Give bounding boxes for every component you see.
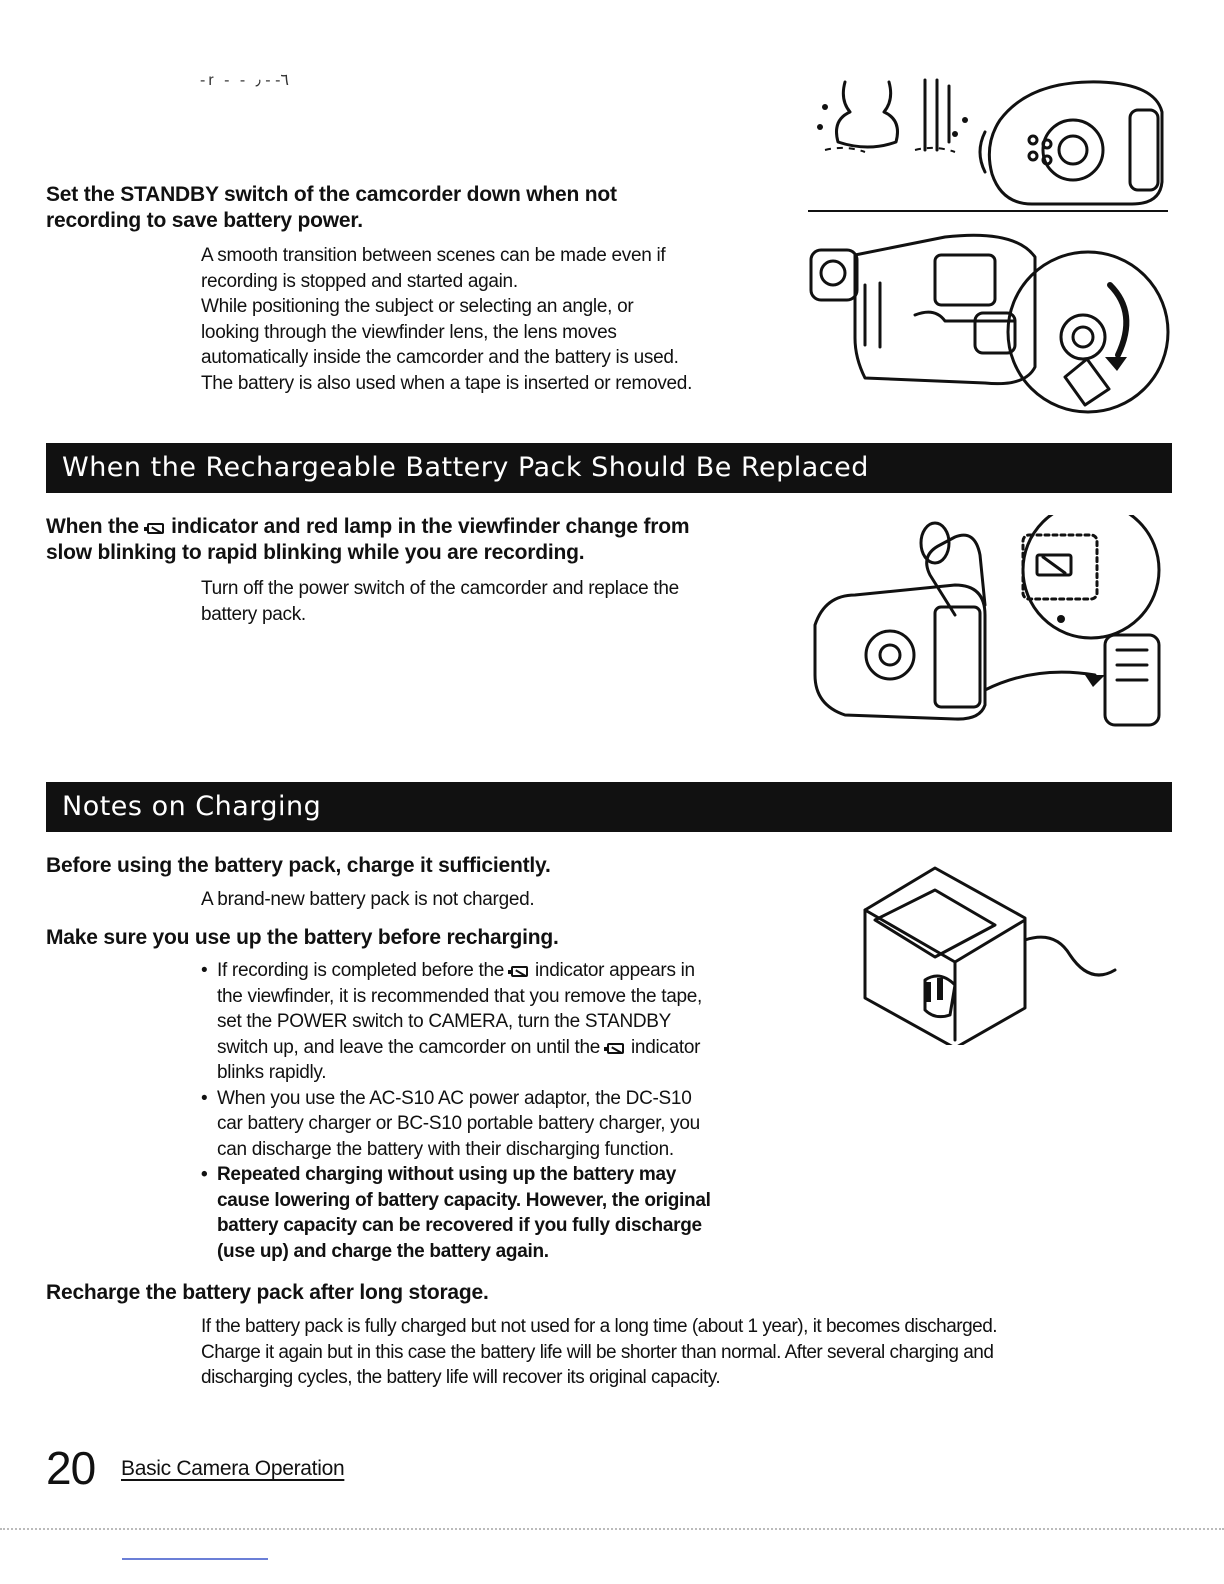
standby-body-line: automatically inside the camcorder and the battery is used.	[201, 347, 679, 368]
bullet-1-line: set the POWER switch to CAMERA, turn the STANDBY	[217, 1011, 672, 1032]
charging-heading-3: Recharge the battery pack after long storage.	[46, 1281, 489, 1304]
bullet-2-line: • When you use the AC-S10 AC power adaptor, the DC-S10	[217, 1087, 692, 1109]
replace-heading	[46, 514, 689, 566]
bullet-3-line: (use up) and charge the battery again.	[217, 1240, 549, 1262]
battery-charger-illustration	[855, 860, 1120, 1045]
charging-bullet-2	[199, 1086, 819, 1163]
bullet-2-line: can discharge the battery with their discharging function.	[217, 1138, 674, 1160]
charging-heading-1: Before using the battery pack, charge it sufficiently.	[46, 854, 551, 877]
bullet-1-line-1-part-a: If recording is completed before the	[217, 960, 505, 981]
replace-body-line: battery pack.	[201, 603, 306, 625]
standby-body-line: The battery is also used when a tape is inserted or removed.	[201, 372, 693, 394]
standby-body-line: A smooth transition between scenes can be made even if	[201, 245, 666, 266]
charging-heading-2: Make sure you use up the battery before recharging.	[46, 926, 559, 949]
replace-body	[201, 576, 801, 627]
bullet-3-line: cause lowering of battery capacity. However, the original	[217, 1189, 711, 1211]
bullet-1-line-4-part-a: switch up, and leave the camcorder on until the	[217, 1036, 601, 1058]
replace-body-line: Turn off the power switch of the camcorder and replace the	[201, 578, 679, 599]
standby-body	[201, 243, 801, 396]
replace-heading-line-1	[46, 514, 689, 540]
standby-body-line: looking through the viewfinder lens, the lens moves	[201, 321, 617, 343]
battery-empty-indicator-icon	[607, 1043, 624, 1054]
bullet-1-line: the viewfinder, it is recommended that you remove the tape,	[217, 985, 703, 1007]
scan-edge-line	[0, 1528, 1224, 1530]
charging-para-3-line: If the battery pack is fully charged but not used for a long time (about 1 year), it becomes discharged.	[201, 1316, 998, 1337]
standby-switch-illustration	[805, 225, 1175, 420]
bullet-1-line-1-part-b: indicator appears in	[535, 960, 695, 981]
charging-bullet-3	[199, 1162, 819, 1264]
page-number: 20	[46, 1442, 96, 1494]
charging-bullet-1	[199, 958, 819, 1086]
charging-para-3-line: discharging cycles, the battery life will recover its original capacity.	[201, 1367, 721, 1388]
battery-empty-indicator-icon	[147, 523, 164, 534]
standby-heading	[46, 182, 617, 234]
replace-heading-part-b: indicator and red lamp in the viewfinder change from	[171, 515, 690, 538]
section-bar-replace: When the Rechargeable Battery Pack Should Be Replaced	[46, 443, 1172, 493]
camcorder-with-snowman-illustration	[805, 72, 1175, 217]
standby-body-line: While positioning the subject or selecting an angle, or	[201, 296, 634, 317]
bullet-1-line-4-part-b: indicator	[631, 1036, 701, 1058]
bullet-1-line: blinks rapidly.	[217, 1062, 327, 1083]
charging-para-1: A brand-new battery pack is not charged.	[201, 889, 535, 910]
charging-para-3	[201, 1314, 1191, 1391]
bullet-1-line-4	[217, 1035, 819, 1061]
footer-section-label: Basic Camera Operation	[121, 1457, 345, 1480]
replace-heading-part-a: When the	[46, 515, 139, 538]
bottom-accent-line	[122, 1558, 268, 1560]
bullet-3-line: battery capacity can be recovered if you fully discharge	[217, 1215, 702, 1236]
top-fragment: -r - - ٦- - ٫	[200, 72, 289, 89]
bullet-1-line-1	[217, 958, 819, 984]
battery-replace-illustration	[805, 515, 1175, 740]
bullet-2-line: car battery charger or BC-S10 portable battery charger, you	[217, 1113, 700, 1134]
bullet-3-line: • Repeated charging without using up the battery may	[217, 1164, 676, 1185]
section-bar-charging: Notes on Charging	[46, 782, 1172, 832]
standby-body-line: recording is stopped and started again.	[201, 270, 518, 292]
charging-bullet-list	[199, 958, 819, 1264]
illustration-divider	[808, 210, 1168, 212]
charging-para-3-line: Charge it again but in this case the battery life will be shorter than normal. After several charging and	[201, 1341, 994, 1363]
replace-heading-line-2: slow blinking to rapid blinking while you are recording.	[46, 541, 585, 564]
standby-heading-line-1: Set the STANDBY switch of the camcorder down when not	[46, 183, 617, 206]
standby-heading-line-2: recording to save battery power.	[46, 209, 363, 232]
battery-empty-indicator-icon	[511, 966, 528, 977]
